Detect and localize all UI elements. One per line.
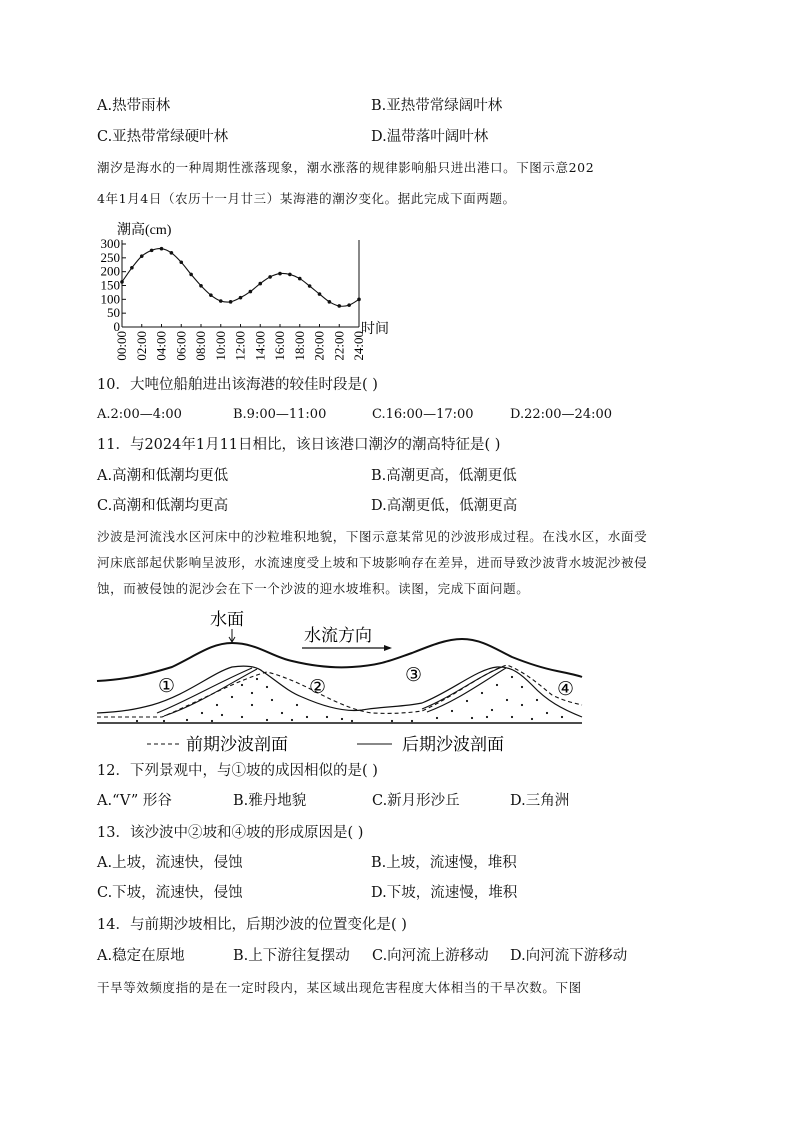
q13-stem: 13．该沙波中②坡和④坡的形成原因是( ) bbox=[97, 825, 364, 841]
tide-chart bbox=[95, 218, 405, 370]
q14-option-c: C.向河流上游移动 bbox=[372, 948, 489, 964]
q13-option-c: C.下坡，流速快，侵蚀 bbox=[97, 885, 243, 901]
sand-dot bbox=[351, 720, 353, 722]
y-tick-label: 50 bbox=[107, 305, 120, 321]
sand-intro-line3: 蚀，而被侵蚀的泥沙会在下一个沙波的迎水坡堆积。读图，完成下面问题。 bbox=[97, 581, 530, 596]
y-axis-label: 潮高(cm) bbox=[117, 223, 172, 238]
q11-option-a: A.高潮和低潮均更低 bbox=[97, 468, 229, 484]
q12-option-c: C.新月形沙丘 bbox=[372, 793, 460, 809]
sand-dot bbox=[496, 684, 498, 686]
x-tick-label: 20:00 bbox=[311, 331, 327, 361]
sand-dot bbox=[241, 716, 243, 718]
y-tick-label: 200 bbox=[100, 263, 120, 279]
slope-label-3: ③ bbox=[405, 665, 423, 686]
data-point bbox=[209, 293, 213, 297]
legend-late-label: 后期沙波剖面 bbox=[402, 735, 504, 754]
sand-dot bbox=[163, 720, 165, 722]
y-tick-label: 300 bbox=[100, 236, 120, 251]
x-tick-label: 14:00 bbox=[252, 331, 268, 361]
slope-label-1: ① bbox=[158, 676, 176, 697]
data-point bbox=[229, 300, 233, 304]
data-point bbox=[239, 296, 243, 300]
data-point bbox=[199, 284, 203, 288]
sand-dot bbox=[266, 686, 268, 688]
q14-option-a: A.稳定在原地 bbox=[97, 948, 185, 964]
q13-option-d: D.下坡，流速慢，堆积 bbox=[371, 885, 518, 901]
sand-dot bbox=[256, 678, 258, 680]
q14-option-b: B.上下游往复摆动 bbox=[233, 948, 350, 964]
sand-dot bbox=[216, 704, 218, 706]
data-point bbox=[268, 275, 272, 279]
sand-dot bbox=[306, 716, 308, 718]
sand-dot bbox=[536, 699, 538, 701]
sand-dot bbox=[296, 704, 298, 706]
sand-dot bbox=[471, 717, 473, 719]
sand-dot bbox=[341, 718, 343, 720]
q13-option-a: A.上坡，流速快，侵蚀 bbox=[97, 855, 243, 871]
q9-option-a: A.热带雨林 bbox=[97, 98, 171, 114]
sand-dot bbox=[411, 720, 413, 722]
x-tick-label: 10:00 bbox=[212, 331, 228, 361]
y-tick-label: 100 bbox=[100, 291, 120, 307]
q11-option-d: D.高潮更低，低潮更高 bbox=[371, 498, 518, 514]
sand-dot bbox=[251, 704, 253, 706]
data-point bbox=[337, 304, 341, 308]
x-tick-label: 04:00 bbox=[153, 331, 169, 361]
q10-option-b: B.9:00—11:00 bbox=[233, 407, 327, 422]
water-surface-line bbox=[97, 639, 582, 681]
q9-option-c: C.亚热带常绿硬叶林 bbox=[97, 129, 229, 145]
sand-dot bbox=[221, 714, 223, 716]
sand-dot bbox=[511, 676, 513, 678]
sand-dot bbox=[266, 719, 268, 721]
sand-dot bbox=[466, 700, 468, 702]
data-point bbox=[189, 273, 193, 277]
tide-intro-line1: 潮汐是海水的一种周期性涨落现象，潮水涨落的规律影响船只进出港口。下图示意202 bbox=[97, 160, 595, 175]
q10-option-a: A.2:00—4:00 bbox=[97, 407, 182, 422]
q10-option-c: C.16:00—17:00 bbox=[372, 407, 474, 422]
q12-option-d: D.三角洲 bbox=[510, 793, 570, 809]
x-tick-label: 00:00 bbox=[114, 331, 129, 361]
sand-dot bbox=[251, 692, 253, 694]
slope-label-2: ② bbox=[309, 677, 327, 698]
data-point bbox=[258, 282, 262, 286]
sand-dot bbox=[521, 686, 523, 688]
data-point bbox=[328, 300, 332, 304]
sand-wave-diagram bbox=[92, 605, 592, 760]
sand-dot bbox=[186, 719, 188, 721]
y-tick-label: 0 bbox=[113, 319, 120, 334]
x-tick-label: 12:00 bbox=[232, 331, 248, 361]
data-point bbox=[120, 280, 124, 284]
q10-option-d: D.22:00—24:00 bbox=[510, 407, 613, 422]
data-point bbox=[179, 260, 183, 264]
sand-dot bbox=[326, 716, 328, 718]
sand-dot bbox=[521, 704, 523, 706]
water-surface-label: 水面 bbox=[210, 610, 244, 629]
q10-stem: 10．大吨位船舶进出该海港的较佳时段是( ) bbox=[97, 377, 378, 393]
q11-stem: 11．与2024年1月11日相比，该日该港口潮汐的潮高特征是( ) bbox=[97, 437, 501, 453]
q13-option-b: B.上坡，流速慢，堆积 bbox=[371, 855, 517, 871]
q9-option-b: B.亚热带常绿阔叶林 bbox=[371, 98, 503, 114]
sand-dot bbox=[136, 720, 138, 722]
x-tick-label: 02:00 bbox=[133, 331, 149, 361]
q9-option-d: D.温带落叶阔叶林 bbox=[371, 129, 489, 145]
data-point bbox=[130, 266, 134, 270]
data-point bbox=[298, 277, 302, 281]
data-point bbox=[318, 292, 322, 296]
sand-dot bbox=[491, 709, 493, 711]
tide-intro-line2: 4年1月4日（农历十一月廿三）某海港的潮汐变化。据此完成下面两题。 bbox=[97, 191, 516, 206]
slope-label-4: ④ bbox=[557, 679, 575, 700]
y-tick-label: 150 bbox=[100, 277, 120, 293]
data-point bbox=[160, 247, 164, 251]
data-point bbox=[288, 273, 292, 277]
data-point bbox=[170, 251, 174, 255]
sand-dot bbox=[281, 712, 283, 714]
data-point bbox=[308, 284, 312, 288]
x-tick-label: 24:00 bbox=[351, 331, 366, 361]
y-tick-label: 250 bbox=[100, 249, 120, 265]
data-point bbox=[357, 298, 361, 302]
legend-early-label: 前期沙波剖面 bbox=[186, 735, 288, 754]
sand-dot bbox=[531, 718, 533, 720]
q11-option-b: B.高潮更高，低潮更低 bbox=[371, 468, 517, 484]
q14-stem: 14．与前期沙坡相比，后期沙波的位置变化是( ) bbox=[97, 917, 407, 933]
drought-intro-line1: 干旱等效频度指的是在一定时段内，某区域出现危害程度大体相当的干旱次数。下图 bbox=[97, 980, 582, 995]
sand-dot bbox=[201, 712, 203, 714]
sand-dot bbox=[211, 720, 213, 722]
q14-option-d: D.向河流下游移动 bbox=[510, 948, 628, 964]
sand-dot bbox=[561, 716, 563, 718]
q12-stem: 12．下列景观中，与①坡的成因相似的是( ) bbox=[97, 763, 378, 779]
data-point bbox=[140, 254, 144, 258]
x-tick-label: 08:00 bbox=[193, 331, 208, 361]
sand-dot bbox=[291, 719, 293, 721]
sand-dot bbox=[481, 692, 483, 694]
sand-dot bbox=[506, 699, 508, 701]
x-tick-label: 16:00 bbox=[272, 331, 287, 361]
sand-dot bbox=[436, 717, 438, 719]
q12-option-b: B.雅丹地貌 bbox=[233, 793, 307, 809]
q11-option-c: C.高潮和低潮均更高 bbox=[97, 498, 229, 514]
sand-intro-line2: 河床底部起伏影响呈波形，水流速度受上坡和下坡影响存在差异，进而导致沙波背水坡泥沙被侵 bbox=[97, 555, 648, 570]
sand-dot bbox=[486, 716, 488, 718]
data-point bbox=[150, 249, 154, 253]
sand-dot bbox=[231, 696, 233, 698]
flow-direction-label: 水流方向 bbox=[304, 626, 372, 645]
sand-dot bbox=[511, 716, 513, 718]
sand-dot bbox=[241, 684, 243, 686]
x-tick-label: 06:00 bbox=[173, 331, 189, 361]
data-point bbox=[249, 290, 253, 294]
sand-dot bbox=[546, 712, 548, 714]
sand-dot bbox=[451, 710, 453, 712]
sand-dot bbox=[391, 720, 393, 722]
x-tick-label: 18:00 bbox=[291, 331, 307, 361]
sand-dot bbox=[271, 699, 273, 701]
q12-option-a: A.“V” 形谷 bbox=[97, 793, 172, 809]
x-tick-label: 22:00 bbox=[331, 331, 347, 361]
x-axis-label: 时间 bbox=[361, 322, 389, 337]
data-point bbox=[278, 272, 282, 276]
late-profile-layer bbox=[157, 667, 506, 716]
data-point bbox=[219, 299, 223, 303]
sand-intro-line1: 沙波是河流浅水区河床中的沙粒堆积地貌，下图示意某常见的沙波形成过程。在浅水区，水面受 bbox=[97, 529, 648, 544]
data-point bbox=[347, 303, 351, 307]
